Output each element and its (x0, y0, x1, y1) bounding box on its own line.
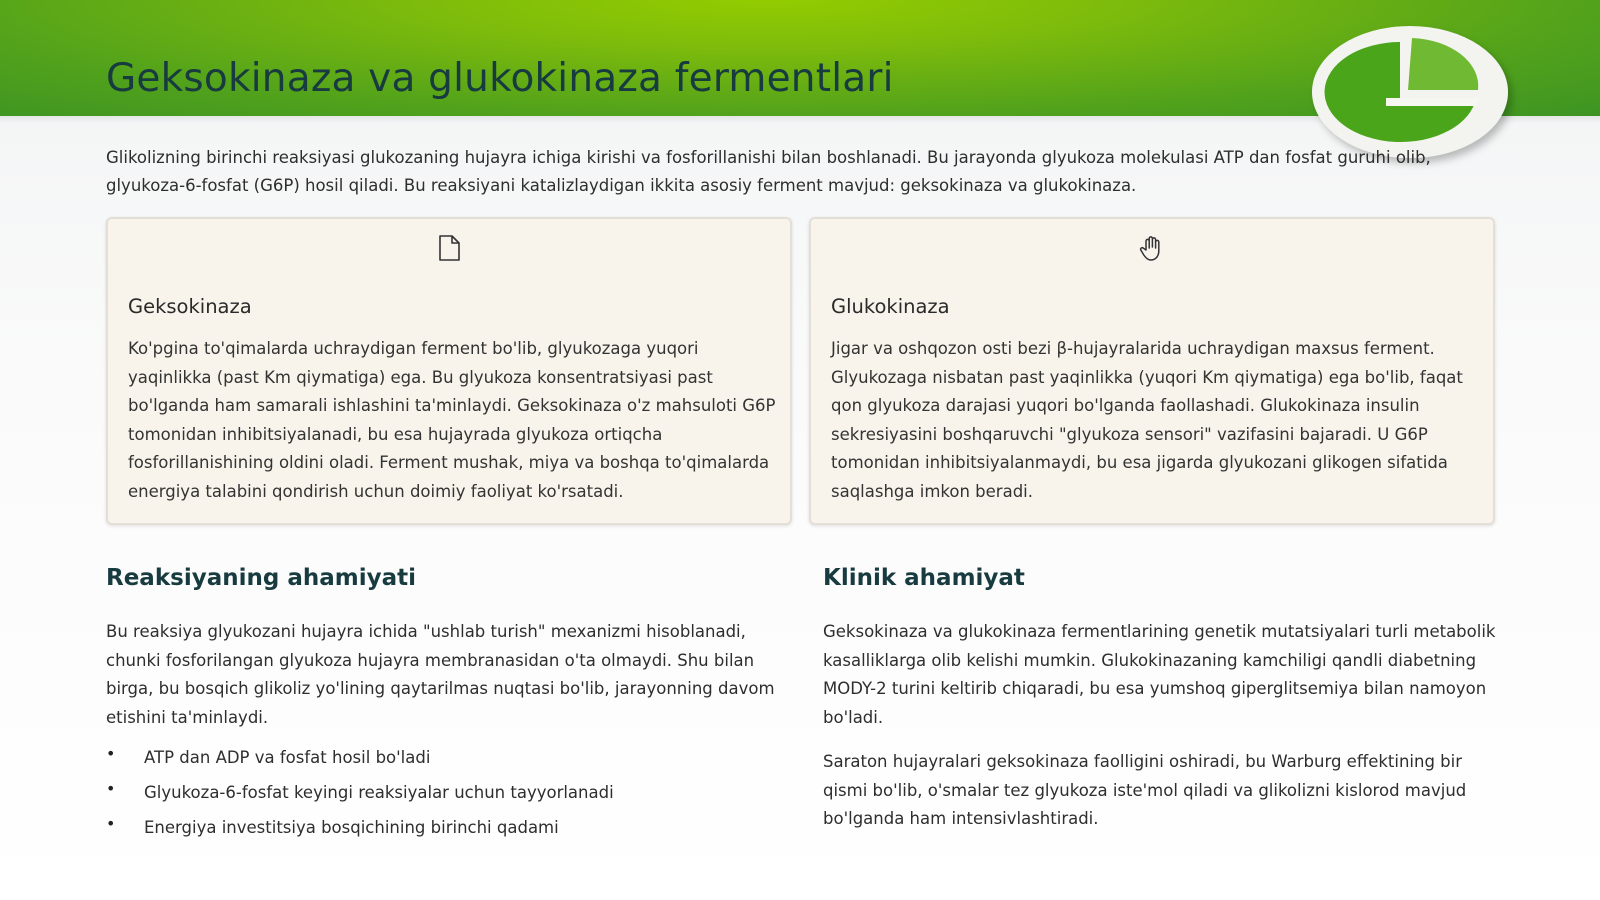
bullet-list (106, 748, 614, 853)
list-item: • Glyukoza-6-fosfat keyingi reaksiyalar uchun tayyorlanadi (106, 783, 614, 803)
card-geksokinaza (106, 217, 792, 525)
section-text-importance: Bu reaksiya glyukozani hujayra ichida "ushlab turish" mexanizmi hisoblanadi, chunki fosforilangan glyukoza hujayra membranasidan o'ta olmaydi. Shu bilan birga, bu bosqich glikoliz yo'lining qaytarilmas nuqtasi bo'lib, jarayonning davom etishini ta'minlaydi. (106, 622, 775, 727)
hand-icon (1137, 233, 1167, 263)
card-title: Glukokinaza (831, 295, 950, 318)
section-title-clinical: Klinik ahamiyat (823, 565, 1025, 591)
section-text-clinical-1: Geksokinaza va glukokinaza fermentlarining genetik mutatsiyalari turli metabolik kasalliklarga olib kelishi mumkin. Glukokinazaning kamchiligi qandli diabetning MODY-2 turini keltirib chiqaradi, bu esa yumshoq giperglitsemiya bilan namoyon bo'ladi. (823, 622, 1496, 727)
intro-paragraph: Glikolizning birinchi reaksiyasi glukozaning hujayra ichiga kirishi va fosforillanishi bilan boshlanadi. Bu jarayonda glyukoza molekulasi ATP dan fosfat guruhi olib, glyukoza-6-fosfat (G6P) hosil qiladi. Bu reaksiyani katalizlaydigan ikkita asosiy ferment mavjud: geksokinaza va glukokinaza. (106, 148, 1431, 195)
list-item: • ATP dan ADP va fosfat hosil bo'ladi (106, 748, 614, 768)
section-title-importance: Reaksiyaning ahamiyati (106, 565, 416, 591)
card-glukokinaza (809, 217, 1495, 525)
section-text-clinical-2: Saraton hujayralari geksokinaza faolligini oshiradi, bu Warburg effektining bir qismi bo'lib, o'smalar tez glyukoza iste'mol qiladi va glikolizni kislorod mavjud bo'lganda ham intensivlashtiradi. (823, 752, 1467, 828)
page-title: Geksokinaza va glukokinaza fermentlari (106, 56, 894, 101)
card-title: Geksokinaza (128, 295, 252, 318)
list-item: • Energiya investitsiya bosqichining birinchi qadami (106, 818, 614, 838)
card-text: Jigar va oshqozon osti bezi β-hujayralarida uchraydigan maxsus ferment. Glyukozaga nisbatan past yaqinlikka (yuqori Km qiymatiga) ega bo'lib, faqat qon glyukoza darajasi yuqori bo'lganda faollashadi. Glukokinaza insulin sekresiyasini boshqaruvchi "glyukoza sensori" vazifasini bajaradi. U G6P tomonidan inhibitsiyalanmaydi, bu esa jigarda glyukozani glikogen sifatida saqlashga imkon beradi. (831, 339, 1463, 501)
document-icon (434, 233, 464, 263)
card-text: Ko'pgina to'qimalarda uchraydigan ferment bo'lib, glyukozaga yuqori yaqinlikka (past Km qiymatiga) ega. Bu glyukoza konsentratsiyasi past bo'lganda ham samarali ishlashini ta'minlaydi. Geksokinaza o'z mahsuloti G6P tomonidan inhibitsiyalanadi, bu esa hujayrada glyukoza ortiqcha fosforillanishining oldini oladi. Ferment mushak, miya va boshqa to'qimalarda energiya talabini qondirish uchun doimiy faoliyat ko'rsatadi. (128, 339, 776, 501)
